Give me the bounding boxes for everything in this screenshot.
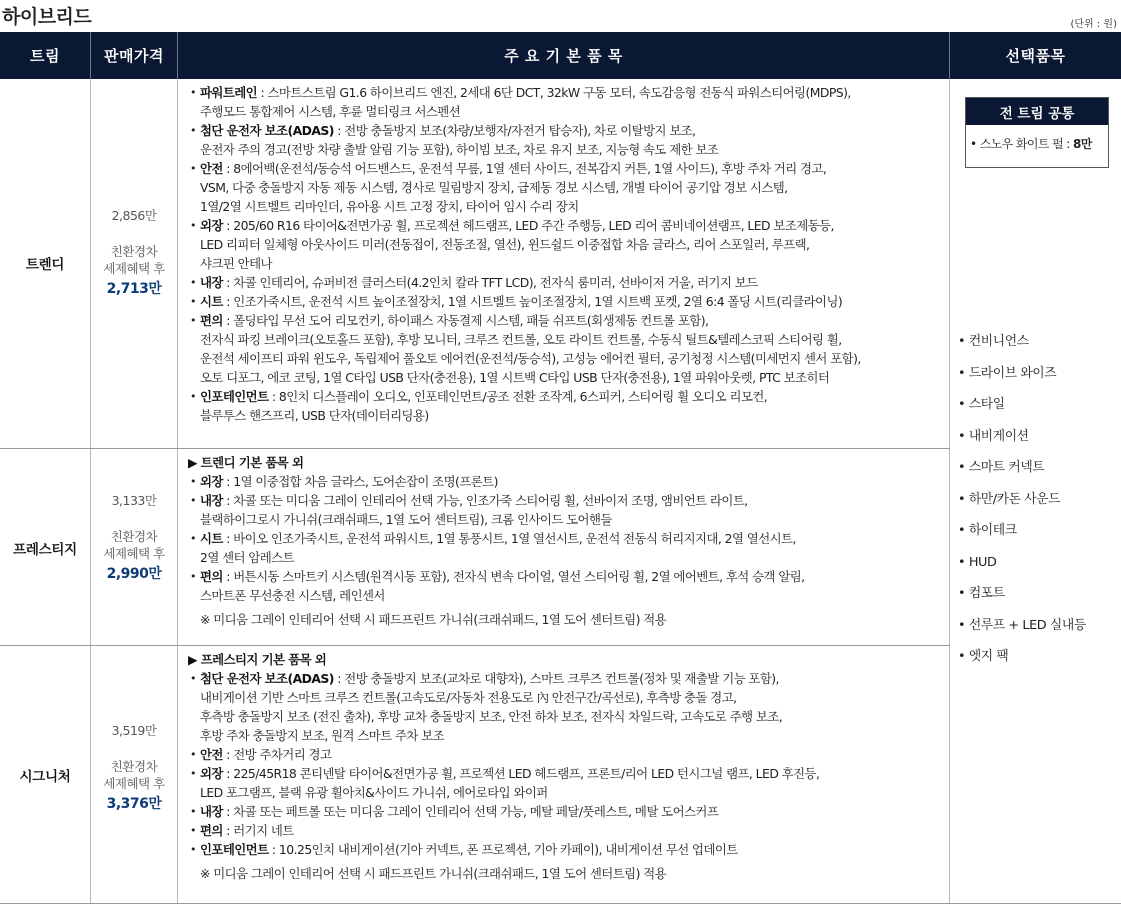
feature-text: 후방 주차 충돌방지 보조, 원격 스마트 주차 보조 (200, 728, 445, 743)
header-divider (177, 32, 178, 79)
benefit-label: 세제혜택 후 (103, 261, 165, 276)
feature-text: 블루투스 핸즈프리, USB 단자(데이터리딩용) (200, 408, 429, 423)
feature-text: : 러기지 네트 (222, 823, 294, 838)
benefit-label: 세제혜택 후 (103, 776, 165, 791)
option-item: • 드라이브 와이즈 (958, 365, 1057, 381)
trim-price-table (0, 32, 1121, 904)
feature-text: : 전방 충돌방지 보조(차량/보행자/자전거 탑승자), 차로 이탈방지 보조, (333, 123, 696, 138)
feature-item (188, 764, 946, 802)
trim-name: 프레스티지 (13, 542, 77, 558)
feature-item (188, 669, 946, 745)
trim-name: 시그니처 (19, 769, 71, 785)
feature-label: 인포테인먼트 (200, 842, 269, 857)
feature-label: 내장 (200, 493, 223, 508)
option-item: • 하이테크 (958, 523, 1017, 538)
feature-text: 2열 센터 암레스트 (200, 550, 295, 565)
feature-text: 전자식 파킹 브레이크(오토홀드 포함), 후방 모니터, 크루즈 컨트롤, 오토 라이트 컨트롤, 수동식 틸트&텔레스코픽 스티어링 휠, (200, 332, 842, 347)
feature-label: 시트 (200, 531, 223, 546)
feature-label: 외장 (200, 766, 223, 781)
feature-text: : 인조가죽시트, 운전석 시트 높이조절장치, 1열 시트벨트 높이조절장치, 1열 시트백 포켓, 2열 6:4 폴딩 시트(리클라이닝) (222, 294, 843, 309)
price-block (91, 492, 177, 583)
feature-item (188, 83, 946, 121)
column-divider (949, 79, 950, 904)
benefit-label: 세제혜택 후 (103, 546, 165, 561)
page-title: 하이브리드 (2, 6, 92, 28)
feature-item (188, 292, 946, 311)
feature-text: 오토 디포그, 에코 코팅, 1열 C타입 USB 단자(충전용), 1열 시트백 C타입 USB 단자(충전용), 1열 파워아웃렛, PTC 보조히터 (200, 370, 830, 385)
price-block (91, 722, 177, 813)
header-main-items: 주 요 기 본 품 목 (178, 32, 949, 79)
feature-label: 첨단 운전자 보조(ADAS) (200, 671, 334, 686)
feature-text: : 버튼시동 스마트키 시스템(원격시동 포함), 전자식 변속 다이얼, 열선 스티어링 휠, 2열 에어벤트, 후석 승객 알림, (222, 569, 805, 584)
base-price: 3,133만 (111, 493, 157, 508)
feature-label: 외장 (200, 218, 223, 233)
feature-item (188, 529, 946, 567)
header-price: 판매가격 (91, 32, 177, 79)
feature-label: 내장 (200, 275, 223, 290)
feature-item (188, 216, 946, 273)
common-option-title: 전 트림 공통 (966, 98, 1108, 125)
option-item: • 스타일 (958, 397, 1005, 412)
trim-feature-list (188, 650, 946, 883)
feature-text: 샤크핀 안테나 (200, 256, 272, 271)
feature-text: 블랙하이그로시 가니쉬(크래쉬패드, 1열 도어 센터트림), 크롬 인사이드 도어핸들 (200, 512, 612, 527)
option-item: • 선루프 + LED 실내등 (958, 617, 1086, 633)
feature-text: : 8에어백(운전석/동승석 어드밴스드, 운전석 무릎, 1열 센터 사이드, 전복감지 커튼, 1열 사이드), 후방 주차 거리 경고, (222, 161, 827, 176)
common-option-item: • 스노우 화이트 펄 : 8만 (970, 137, 1092, 151)
common-option-price: 8만 (1072, 137, 1092, 151)
row-divider (0, 448, 950, 449)
feature-text: : 1열 이중접합 차음 글라스, 도어손잡이 조명(프론트) (222, 474, 498, 489)
unit-note: (단위 : 원) (1070, 19, 1117, 30)
feature-text: 스마트폰 무선충전 시스템, 레인센서 (200, 588, 385, 603)
option-item: • 엣지 팩 (958, 649, 1009, 664)
table-bottom-border (0, 903, 1121, 904)
feature-label: 편의 (200, 569, 223, 584)
feature-label: 내장 (200, 804, 223, 819)
feature-text: LED 리피터 일체형 아웃사이드 미러(전동접이, 전동조절, 열선), 윈드쉴드 이중접합 차음 글라스, 리어 스포일러, 루프랙, (200, 237, 810, 252)
feature-item (188, 387, 946, 425)
footnote: ※ 미디움 그레이 인테리어 선택 시 패드프린트 가니쉬(크래쉬패드, 1열 도어 센터트림) 적용 (200, 866, 667, 881)
option-item: • 하만/카돈 사운드 (958, 491, 1061, 507)
feature-text: : 225/45R18 콘티넨탈 타이어&전면가공 휠, 프로젝션 LED 헤드램프, 프론트/리어 LED 턴시그널 램프, LED 후진등, (222, 766, 820, 781)
footnote: ※ 미디움 그레이 인테리어 선택 시 패드프린트 가니쉬(크래쉬패드, 1열 도어 센터트림) 적용 (200, 612, 667, 627)
feature-text: : 10.25인치 내비게이션(기아 커넥트, 폰 프로젝션, 기아 카페이), 내비게이션 무선 업데이트 (268, 842, 738, 857)
section-head: ▶ 프레스티지 기본 품목 외 (188, 652, 327, 667)
feature-text: 내비게이션 기반 스마트 크루즈 컨트롤(고속도로/자동차 전용도로 內 안전구간/곡선로), 후측방 충돌 경고, (200, 690, 737, 705)
feature-item (188, 802, 946, 821)
feature-text: VSM, 다중 충돌방지 자동 제동 시스템, 경사로 밀림방지 장치, 급제동 경보 시스템, 개별 타이어 공기압 경보 시스템, (200, 180, 788, 195)
feature-item (188, 567, 946, 605)
benefit-label: 친환경차 (110, 244, 158, 259)
feature-text: : 바이오 인조가죽시트, 운전석 파워시트, 1열 통풍시트, 1열 열선시트, 운전석 전동식 허리지지대, 2열 열선시트, (222, 531, 796, 546)
feature-text: : 차콜 또는 페트롤 또는 미디움 그레이 인테리어 선택 가능, 메탈 페달/풋레스트, 메탈 도어스커프 (222, 804, 719, 819)
feature-item (188, 159, 946, 216)
option-item: • 컨비니언스 (958, 334, 1029, 349)
feature-label: 편의 (200, 823, 223, 838)
trim-name: 트렌디 (25, 257, 65, 273)
feature-text: 주행모드 통합제어 시스템, 후륜 멀티링크 서스펜션 (200, 104, 461, 119)
feature-item (188, 121, 946, 159)
feature-label: 인포테인먼트 (200, 389, 269, 404)
feature-text: LED 포그램프, 블랙 유광 휠아치&사이드 가니쉬, 에어로타입 와이퍼 (200, 785, 548, 800)
feature-item (188, 491, 946, 529)
feature-item (188, 840, 946, 859)
feature-text: 1열/2열 시트벨트 리마인더, 유아용 시트 고정 장치, 타이어 임시 수리 장치 (200, 199, 579, 214)
option-item: • 스마트 커넥트 (958, 460, 1045, 475)
feature-text: : 205/60 R16 타이어&전면가공 휠, 프로젝션 헤드램프, LED 주간 주행등, LED 리어 콤비네이션램프, LED 보조제동등, (222, 218, 834, 233)
feature-text: 운전자 주의 경고(전방 차량 출발 알림 기능 포함), 하이빔 보조, 차로 유지 보조, 지능형 속도 제한 보조 (200, 142, 719, 157)
common-option-text: 스노우 화이트 펄 : (979, 137, 1073, 151)
base-price: 2,856만 (111, 208, 157, 223)
feature-text: : 전방 주차거리 경고 (222, 747, 332, 762)
trim-feature-list (188, 453, 946, 629)
feature-text: 운전석 세이프티 파워 윈도우, 독립제어 풀오토 에어컨(운전석/동승석), 고성능 에어컨 필터, 공기청정 시스템(미세먼지 센서 포함), (200, 351, 861, 366)
feature-item (188, 745, 946, 764)
base-price: 3,519만 (111, 723, 157, 738)
price-block (91, 207, 177, 298)
feature-item (188, 311, 946, 387)
feature-text: : 8인치 디스플레이 오디오, 인포테인먼트/공조 전환 조작계, 6스피커, 스티어링 휠 오디오 리모컨, (268, 389, 768, 404)
row-divider (0, 645, 950, 646)
feature-text: : 폴딩타입 무선 도어 리모컨키, 하이패스 자동결제 시스템, 패들 쉬프트(회생제동 컨트롤 포함), (222, 313, 709, 328)
header-divider (949, 32, 950, 79)
header-trim: 트림 (0, 32, 90, 79)
benefit-label: 친환경차 (110, 759, 158, 774)
price-after-benefit: 2,990만 (106, 566, 162, 582)
feature-item (188, 472, 946, 491)
price-after-benefit: 2,713만 (106, 281, 162, 297)
feature-label: 안전 (200, 747, 223, 762)
option-list (958, 326, 1118, 673)
feature-label: 파워트레인 (200, 85, 258, 100)
feature-text: : 전방 충돌방지 보조(교차로 대향차), 스마트 크루즈 컨트롤(정차 및 재출발 기능 포함), (333, 671, 779, 686)
common-option-box (965, 97, 1109, 168)
header-divider (90, 32, 91, 79)
option-item: • 내비게이션 (958, 428, 1029, 444)
feature-item (188, 273, 946, 292)
feature-item (188, 821, 946, 840)
feature-text: : 차콜 인테리어, 슈퍼비전 클러스터(4.2인치 칼라 TFT LCD), 전자식 룸미러, 선바이저 거울, 러기지 보드 (222, 275, 758, 290)
feature-label: 첨단 운전자 보조(ADAS) (200, 123, 334, 138)
feature-text: 후측방 충돌방지 보조 (전진 출차), 후방 교차 충돌방지 보조, 안전 하차 보조, 전자식 차일드락, 고속도로 주행 보조, (200, 709, 783, 724)
feature-label: 편의 (200, 313, 223, 328)
feature-label: 안전 (200, 161, 223, 176)
section-head: ▶ 트렌디 기본 품목 외 (188, 455, 304, 470)
price-after-benefit: 3,376만 (106, 796, 162, 812)
column-divider (177, 79, 178, 904)
option-item: • 컴포트 (958, 586, 1005, 601)
benefit-label: 친환경차 (110, 529, 158, 544)
feature-text: : 스마트스트림 G1.6 하이브리드 엔진, 2세대 6단 DCT, 32kW 구동 모터, 속도감응형 전동식 파워스티어링(MDPS), (257, 85, 851, 100)
header-options: 선택품목 (950, 32, 1121, 79)
trim-feature-list (188, 83, 946, 425)
feature-label: 외장 (200, 474, 223, 489)
feature-label: 시트 (200, 294, 223, 309)
feature-text: : 차콜 또는 미디움 그레이 인테리어 선택 가능, 인조가죽 스티어링 휠, 선바이저 조명, 앰비언트 라이트, (222, 493, 748, 508)
option-item: • HUD (958, 554, 997, 570)
